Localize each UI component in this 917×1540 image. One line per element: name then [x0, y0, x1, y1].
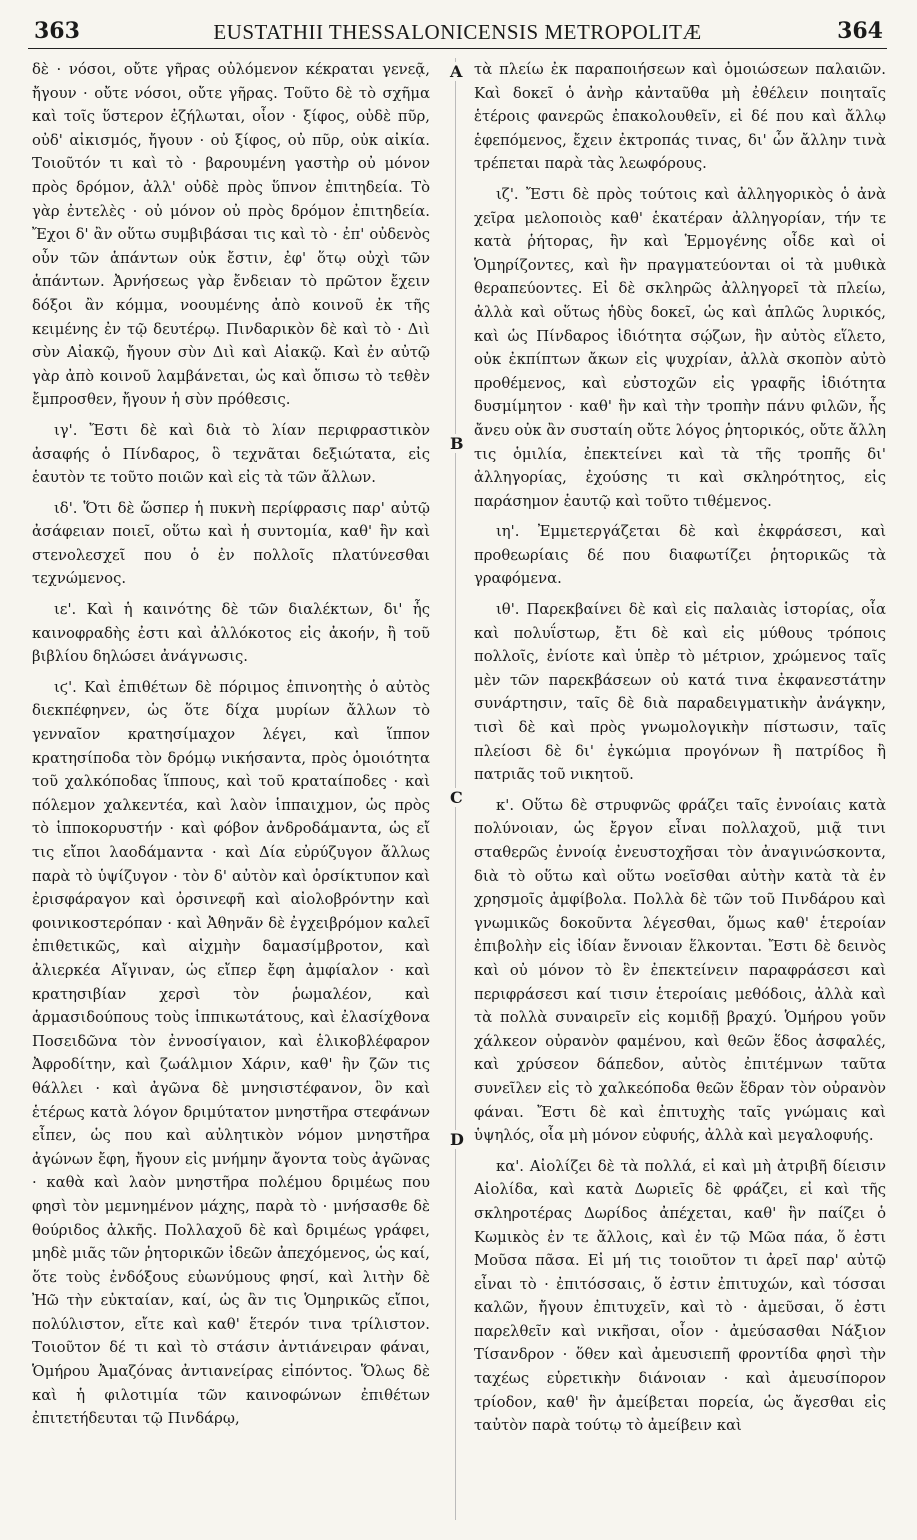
right-column	[474, 58, 886, 1520]
paragraph: ιδ'. Ὅτι δὲ ὥσπερ ἡ πυκνὴ περίφρασις παρ' αὐτῷ ἀσάφειαν ποιεῖ, οὕτω καὶ ἡ συντομία, καθ' ἣν καὶ στενολεσχεῖ που ὁ ἐν πολλοῖς πλατύνεσθαι τεχνώμενος.	[32, 499, 430, 588]
running-title: EUSTATHII THESSALONICENSIS METROPOLITÆ	[213, 20, 702, 44]
paragraph: δὲ · νόσοι, οὔτε γῆρας οὐλόμενον κέκραται γενεᾷ, ἤγουν · οὔτε νόσοι, οὔτε γῆρας. Τοῦτο δὲ τὸ σχῆμα καὶ τοῖς ὕστερον ἐζήλωται, οἷον · ξίφος, οὐδὲ πῦρ, οὐδ' αἰκισμός, ἤγουν · οὐ ξίφος, οὐ πῦρ, οὐκ αἰκία. Τοιοῦτόν τι καὶ τὸ · βαρουμένη γαστὴρ οὐ μόνον πρὸς δρόμον, ἀλλ' οὐδὲ πρὸς ὕπνον ἐπιτηδεία. Τὸ γὰρ ἐντελὲς · οὐ μόνον οὐ πρὸς δρόμον ἐπιτηδεία. Ἔχοι δ' ἂν οὕτω συμβιβάσαι τις καὶ τὸ · ἐπ' οὐδενὸς οὖν τῶν ἁπάντων οὐκ ἔστιν, ἐφ' ὅτῳ οὐχὶ τῶν ἁπάντων. Ἀρνήσεως γὰρ ἔνδειαν τὸ πρῶτον ἔχειν δόξοι ἂν κόμμα, νοουμένης ἀπὸ κοινοῦ ἐκ τῆς κειμένης ἐν τῷ δευτέρῳ. Πινδαρικὸν δὲ καὶ τὸ · Διὶ σὺν Αἰακῷ, ἤγουν σὺν Διὶ καὶ Αἰακῷ. Καὶ ἐν αὐτῷ γὰρ ἀπὸ κοινοῦ λαμβάνεται, ὡς καὶ ὄπισω τὸ τεθὲν ἔμπροσθεν, ἤγουν ἡ σὺν πρόθεσις.	[32, 61, 430, 409]
paragraph: ιε'. Καὶ ἡ καινότης δὲ τῶν διαλέκτων, δι' ἧς καινοφραδὴς ἐστι καὶ ἀλλόκοτος εἰς ἀκοήν, ἢ τοῦ βιβλίου δηλώσει ἀνάγνωσις.	[32, 601, 430, 666]
page-number-right: 364	[837, 18, 883, 44]
section-marker-a: A	[450, 62, 463, 81]
paragraph: ιγ'. Ἔστι δὲ καὶ διὰ τὸ λίαν περιφραστικὸν ἀσαφής ὁ Πίνδαρος, ὃ τεχνᾶται δεξιώτατα, εἰς ἑαυτὸν τε τοῦτο ποιῶν καὶ εἰς τὰ τῶν ἄλλων.	[32, 421, 430, 487]
paragraph: ιϛ'. Καὶ ἐπιθέτων δὲ πόριμος ἐπινοητὴς ὁ αὐτὸς διεκπέφηνεν, ὡς ὅτε δίχα μυρίων ἄλλων τὸ γενναῖον κρατησίμαχον λέγει, καὶ ἵππον κρατησίποδα τὸν δρόμῳ νικήσαντα, πρὸς ὁμοιότητα τοῦ χαλκόποδας ἵππους, καὶ τοῦ κραταίποδες · καὶ πόλεμον χαλκεντέα, καὶ λαὸν ἱππαιχμον, ὡς πρὸς τὸ ἱπποκορυστήν · καὶ φόβον ἀνδροδάμαντα, ὡς εἴ τις εἴποι λαοδάμαντα · καὶ Δία εὐρύζυγον ἄλλως παρὰ τὸ ὑψίζυγον · τὸν δ' αὐτὸν καὶ ὀρσίκτυπον καὶ ἐρισφάραγον καὶ ὀρσινεφῆ καὶ αἰολοβρόντην καὶ φοινικοστερόπαν · καὶ Ἀθηνᾶν δὲ ἐγχειβρόμον καλεῖ ἐπιθετικῶς, καὶ αἰχμὴν δαμασίμβροτον, καὶ ἀλιερκέα Αἴγιναν, ὡς εἴπερ ἔφη ἀμφίαλον · καὶ κρατησιβίαν χερσὶ τὸν ῥωμαλέον, καὶ ἁρμασιδούπους τοὺς ἱππικωτάτους, καὶ ἐλασίχθονα Ποσειδῶνα τὸν ἐννοσίγαιον, καὶ ἑλικοβλέφαρον Ἀφροδίτην, καὶ ζωάλμιον Χάριν, καθ' ἣν ζῶν τις θάλλει · καὶ ἀγῶνα δὲ μνησιστέφανον, ὃν καὶ ἑτέρως κατὰ λόγον δριμύτατον μνηστῆρα στεφάνων εἶπεν, ὡς που καὶ αὐλητικὸν νόμον μνηστῆρα ἀγώνων ἔφη, ἤγουν εἰς μνήμην ἄγοντα τοὺς ἀγῶνας · καθὰ καὶ λαὸν μνηστῆρα πολέμου δριμέως που φησὶ τὸν μεμνημένον μάχης, παρὰ τὸ · μνήσασθε δὲ θούριδος ἀλκῆς. Πολλαχοῦ δὲ καὶ δριμέως γράφει, μηδὲ μιᾶς τῶν ῥητορικῶν ἰδεῶν ἀπεχόμενος, ὡς καί, ὅτε τοὺς ἐνδόξους εὐωνύμους φησί, καὶ λιτὴν δὲ Ἠῶ τὴν εὐκταίαν, καί, ὡς ἂν τις Ὁμηρικῶς εἴποι, πολύλιστον, εἴτε καὶ καθ' ἕτερόν τινα τρίλιστον. Τοιοῦτον δέ τι καὶ τὸ στάσιν ἀντιάνειραν φάναι, Ὁμήρου Ἀμαζόνας ἀντιανείρας εἰπόντος. Ὅλως δὲ καὶ ἡ φιλοτιμία τῶν καινοφώνων ἐπιθέτων ἐπιτετήδευται τῷ Πινδάρῳ,	[32, 678, 430, 1428]
running-header	[28, 14, 887, 49]
section-marker-c: C	[450, 788, 463, 807]
section-marker-d: D	[450, 1130, 464, 1149]
section-marker-b: B	[450, 434, 464, 453]
paragraph: τὰ πλείω ἐκ παραποιήσεων καὶ ὁμοιώσεων παλαιῶν. Καὶ δοκεῖ ὁ ἀνὴρ κἀνταῦθα μὴ ἐθέλειν ποιηταῖς ἑτέροις φανερῶς ἐπακολουθεῖν, εἰ δέ που καὶ ἄλλῳ ἑφεπόμενος, ἔχειν ἐκτροπάς τινας, δι' ὧν ἄλλην τινὰ τρέπεται παρὰ τὰς λεωφόρους.	[474, 61, 886, 173]
left-column	[32, 58, 430, 1520]
paragraph: ιθ'. Παρεκβαίνει δὲ καὶ εἰς παλαιὰς ἱστορίας, οἷα καὶ πολυΐστωρ, ἔτι δὲ καὶ εἰς μύθους τρόποις πολλοῖς, ἐνίοτε καὶ ὑπὲρ τὸ μέτριον, χρώμενος ταῖς μὲν τῶν παρεκβάσεων οὐ κατά τινα ἐκφανεστάτην συνάρτησιν, ταῖς δὲ διὰ παραδειγματικὴν ἀνάγκην, τισὶ δὲ καὶ πρὸς γνωμολογικὴν πίστωσιν, ταῖς πλείοσι δὲ δι' ἐγκώμια προγόνων ἢ πατρίδος ἢ πατριᾶς τοῦ νικητοῦ.	[474, 601, 886, 784]
paragraph: ιη'. Ἐμμετεργάζεται δὲ καὶ ἐκφράσεσι, καὶ προθεωρίαις δέ που διαφωτίζει ῥητορικῶς τὰ γραφόμενα.	[474, 523, 886, 588]
page-number-left: 363	[34, 18, 80, 44]
paragraph: κ'. Οὕτω δὲ στρυφνῶς φράζει ταῖς ἐννοίαις κατὰ πολύνοιαν, ὡς ἔργον εἶναι πολλαχοῦ, μιᾷ τινι σταθερῶς ἐννοίᾳ ἐνευστοχῆσαι τὸν ἀναγινώσκοντα, διὰ τὸ οὕτω καὶ οὕτω νοεῖσθαι αὐτὴν κατὰ τὰ ἐν χρησμοῖς ἀμφίβολα. Πολλὰ δὲ τῶν τοῦ Πινδάρου καὶ γνωμικῶς δοκοῦντα λέγεσθαι, ὅμως καθ' ἑτεροίαν ἐπιβολὴν εἰς ἰδίαν ἔννοιαν ἕλκονται. Ἔστι δὲ δεινὸς καὶ οὐ μόνον τὸ ἓν ἐπεκτείνειν παραφράσεσι καὶ περιφράσεσι καί τισιν ἑτεροίαις μεθόδοις, ἀλλὰ καὶ τὰ πολλὰ συναιρεῖν εἰς κομιδῇ βραχύ. Ὁμήρου γοῦν χάλκεον οὐρανὸν φαμένου, καὶ θεῶν ἕδος ἀσφαλές, καὶ χρύσεον δάπεδον, αὐτὸς ἐπιτέμνων ταῦτα συνεῖλεν εἰς τὸ χαλκεόποδα θεῶν ἕδραν τὸν οὐρανὸν φάναι. Ἔστι δὲ καὶ ἐπιτυχὴς ταῖς γνώμαις καὶ ὑψηλός, οἷα μὴ μόνον εὐφυής, ἀλλὰ καὶ μεγαλοφυής.	[474, 796, 886, 1145]
paragraph: ιζ'. Ἔστι δὲ πρὸς τούτοις καὶ ἀλληγορικὸς ὁ ἀνὰ χεῖρα μελοποιὸς καθ' ἑκατέραν ἀλληγορίαν, τήν τε κατὰ ῥήτορας, ἣν καὶ Ἑρμογένης οἶδε καὶ οἱ Ὁμηρίζοντες, καὶ ἣν πραγματεύονται οἱ τὰ μυθικὰ θεραπεύοντες. Εἰ δὲ σκληρῶς ἀλληγορεῖ τὰ πλείω, ἀλλὰ καὶ οὕτως ἡδὺς δοκεῖ, ὡς καὶ ἁπλῶς λυρικός, καὶ ὡς Πίνδαρος ἰδιότητα σῴζων, ἣν αὐτὸς εἵλετο, οὐκ ἐκπίπτων ἄκων εἰς ψυχρίαν, ἀλλὰ σκοπὸν αὐτὸ προθέμενος, καὶ εὐστοχῶν εἰς γραφῆς ἰδιότητα δυσμίμητον · καθ' ἣν καὶ τὴν τροπὴν πάνυ φιλῶν, ἧς ἄνευ οὐκ ἂν συσταίη οὔτε λόγος ῥητορικός, οὔτε ἄλλη τις ὁμιλία, ἐπεκτείνει καὶ τὰ τῆς τροπῆς δι' ἀλληγορίας, ἐχούσης τι καὶ σκληρότητος, εἰς παράσημον ἑαυτῷ καὶ τοῦτο τιθέμενος.	[474, 185, 886, 510]
paragraph: κα'. Αἰολίζει δὲ τὰ πολλά, εἰ καὶ μὴ ἀτριβῆ δίεισιν Αἰολίδα, καὶ κατὰ Δωριεῖς δὲ φράζει, εἰ καὶ τῆς σκληροτέρας Δωρίδος ἀπέχεται, καθ' ἣν παίζει ὁ Κωμικὸς ἐν τε ἄλλοις, καὶ ἐν τῷ Μῶα πάα, ὅ ἐστι Μοῦσα πᾶσα. Εἰ μή τις τοιοῦτον τι ἀρεῖ παρ' αὐτῷ εἶναι τὸ · ἐπιτόσσαις, ὅ ἐστιν ἐπιτυχών, καὶ τόσσαι καλῶν, ἤγουν ἐπιτυχεῖν, καὶ τὸ · ἀμεῦσαι, ὅ ἐστι παρελθεῖν καὶ νικῆσαι, οἷον · ἀμεύσασθαι Νάξιον Τίσανδρον · ὅθεν καὶ ἀμευσιεπῆ φροντίδα φησὶ τὴν ταχέως εὑρετικὴν διάνοιαν · καὶ ἀμευσίπορον τρίοδον, καθ' ἣν ἀμείβεται πορεία, ὡς ἄγεσθαι εἰς ταὐτὸν παρὰ τούτῳ τὸ ἀμείβειν καὶ	[474, 1157, 886, 1435]
